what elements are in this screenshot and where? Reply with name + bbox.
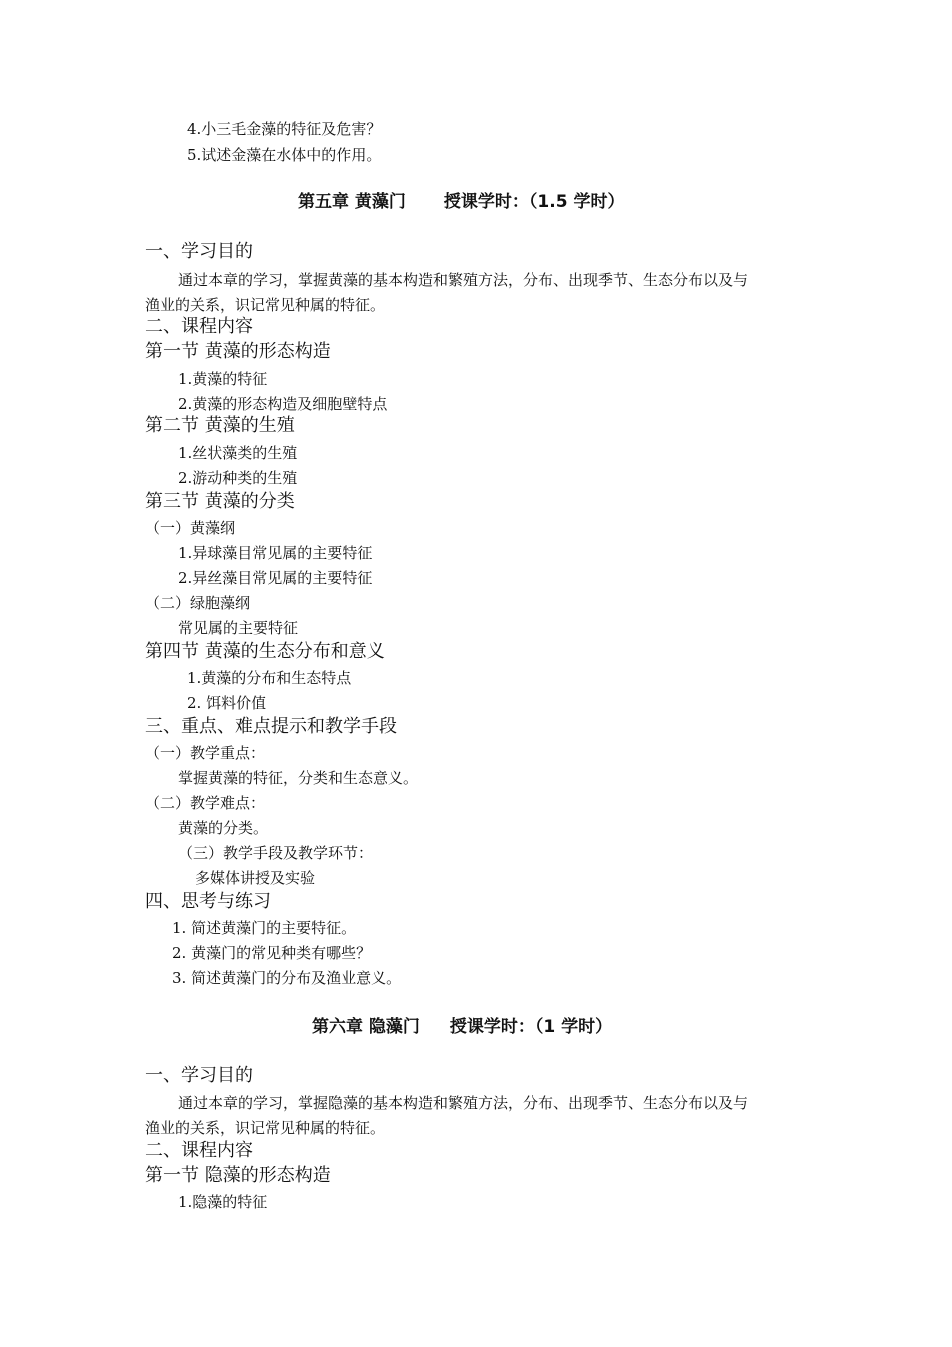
ch5-part-2: 第二节 黄藻的生殖	[145, 415, 295, 436]
ch6-objectives-text-2: 渔业的关系，识记常见种属的特征。	[145, 1119, 386, 1137]
ch5-question-2: 2. 黄藻门的常见种类有哪些？	[172, 944, 372, 962]
chapter-6-title: 第六章 隐藻门	[312, 1017, 420, 1037]
prev-question-5: 5.试述金藻在水体中的作用。	[187, 146, 382, 164]
ch5-section-exercises: 四、思考与练习	[145, 891, 271, 912]
chapter-6-heading	[312, 1015, 612, 1039]
ch5-part-1-item-2: 2.黄藻的形态构造及细胞壁特点	[178, 395, 388, 413]
ch5-part-4-item-1: 1.黄藻的分布和生态特点	[187, 669, 352, 687]
ch6-section-content: 二、课程内容	[145, 1140, 253, 1161]
ch5-section-content: 二、课程内容	[145, 316, 253, 337]
ch6-part-1: 第一节 隐藻的形态构造	[145, 1165, 331, 1186]
ch5-key-method-text: 多媒体讲授及实验	[195, 869, 316, 887]
ch6-part-1-item-1: 1.隐藻的特征	[178, 1193, 268, 1211]
ch5-section-objectives: 一、学习目的	[145, 241, 253, 262]
ch5-part-4: 第四节 黄藻的生态分布和意义	[145, 641, 385, 662]
ch5-question-3: 3. 简述黄藻门的分布及渔业意义。	[172, 969, 402, 987]
ch6-section-objectives: 一、学习目的	[145, 1065, 253, 1086]
ch5-class-2: （二）绿胞藻纲	[145, 594, 251, 612]
ch5-key-focus-text: 掌握黄藻的特征，分类和生态意义。	[178, 769, 419, 787]
chapter-5-heading	[298, 190, 624, 214]
ch5-part-1: 第一节 黄藻的形态构造	[145, 341, 331, 362]
ch5-part-4-item-2: 2. 饵料价值	[187, 694, 267, 712]
ch5-key-focus: （一）教学重点：	[145, 744, 266, 762]
ch5-class-2-item: 常见属的主要特征	[178, 619, 299, 637]
prev-question-4: 4.小三毛金藻的特征及危害？	[187, 120, 382, 138]
chapter-5-hours: 授课学时：（1.5 学时）	[443, 192, 625, 212]
ch5-class-1-item-2: 2.异丝藻目常见属的主要特征	[178, 569, 373, 587]
ch5-objectives-text-2: 渔业的关系，识记常见种属的特征。	[145, 296, 386, 314]
ch5-part-2-item-1: 1.丝状藻类的生殖	[178, 444, 298, 462]
ch5-key-method: （三）教学手段及教学环节：	[178, 844, 374, 862]
ch5-part-3: 第三节 黄藻的分类	[145, 491, 295, 512]
ch5-objectives-text-1: 通过本章的学习，掌握黄藻的基本构造和繁殖方法，分布、出现季节、生态分布以及与	[178, 271, 749, 289]
chapter-5-title: 第五章 黄藻门	[298, 192, 406, 212]
ch5-part-2-item-2: 2.游动种类的生殖	[178, 469, 298, 487]
ch5-key-difficulty: （二）教学难点：	[145, 794, 266, 812]
ch5-part-1-item-1: 1.黄藻的特征	[178, 370, 268, 388]
chapter-6-hours: 授课学时：（1 学时）	[449, 1017, 613, 1037]
ch6-objectives-text-1: 通过本章的学习，掌握隐藻的基本构造和繁殖方法，分布、出现季节、生态分布以及与	[178, 1094, 749, 1112]
ch5-key-difficulty-text: 黄藻的分类。	[178, 819, 269, 837]
ch5-question-1: 1. 简述黄藻门的主要特征。	[172, 919, 357, 937]
ch5-class-1-item-1: 1.异球藻目常见属的主要特征	[178, 544, 373, 562]
ch5-section-keypoints: 三、重点、难点提示和教学手段	[145, 716, 397, 737]
ch5-class-1: （一）黄藻纲	[145, 519, 236, 537]
